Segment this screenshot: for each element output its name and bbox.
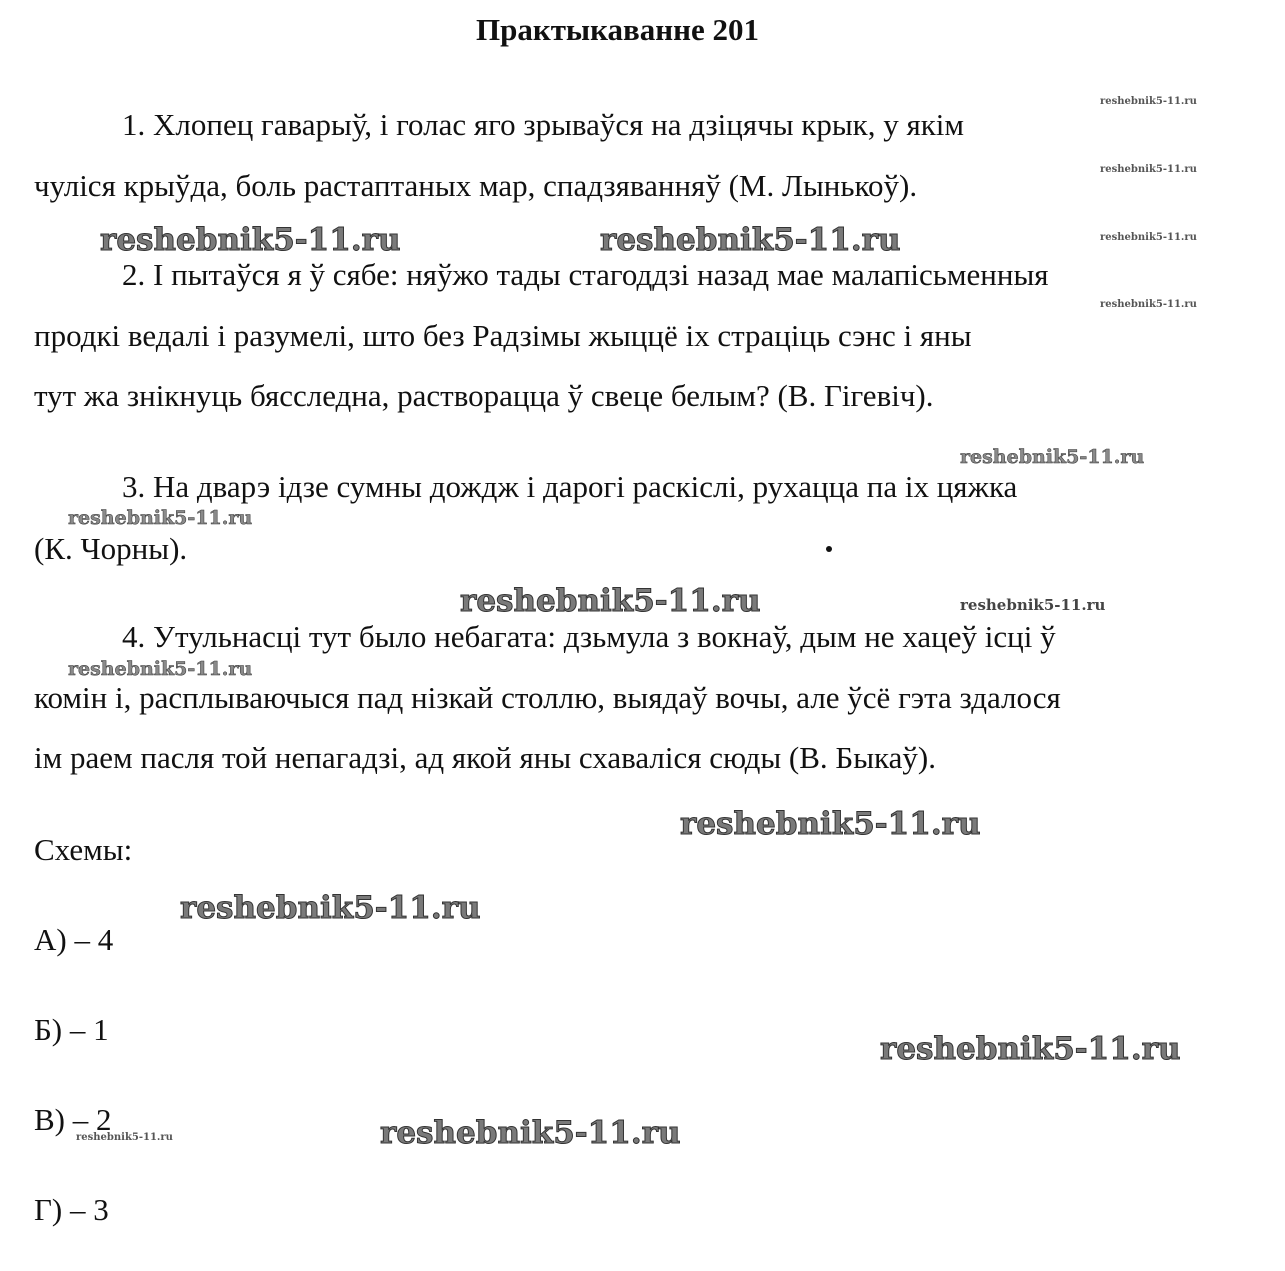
sentence-4-line-3: ім раем пасля той непагадзі, ад якой яны схаваліся сюды (В. Быкаў). [34, 740, 936, 775]
watermark: reshebnik5-11.ru [1100, 164, 1197, 175]
watermark: reshebnik5-11.ru [960, 596, 1106, 614]
stray-dot [826, 546, 832, 552]
page-title: Практыкаванне 201 [475, 12, 759, 47]
watermark: reshebnik5-11.ru [460, 583, 761, 619]
answer-a: А) – 4 [34, 922, 114, 957]
watermark: reshebnik5-11.ru [1100, 299, 1197, 310]
sentence-2-line-3: тут жа знікнуць бясследна, растворацца ў свеце белым? (В. Гігевіч). [34, 378, 934, 413]
watermark: reshebnik5-11.ru [1100, 232, 1197, 243]
watermark: reshebnik5-11.ru [76, 1132, 173, 1143]
sentence-1-line-1: 1. Хлопец гаварыў, і голас яго зрываўся на дзіцячы крык, у якім [122, 107, 965, 142]
sentence-2-line-1: 2. І пытаўся я ў сябе: няўжо тады стагоддзі назад мае малапісьменныя [122, 257, 1049, 292]
sentence-3-line-1: 3. На дварэ ідзе сумны дождж і дарогі раскіслі, рухацца па іх цяжка [122, 469, 1018, 504]
sentence-2-line-2: продкі ведалі і разумелі, што без Радзімы жыццё іх страціць сэнс і яны [34, 318, 972, 353]
answer-b: Б) – 1 [34, 1012, 109, 1047]
schemes-label: Схемы: [34, 832, 133, 867]
watermark: reshebnik5-11.ru [380, 1115, 681, 1151]
watermark: reshebnik5-11.ru [680, 806, 981, 842]
watermark: reshebnik5-11.ru [68, 658, 253, 680]
answer-g: Г) – 3 [34, 1192, 109, 1227]
watermark: reshebnik5-11.ru [180, 890, 481, 926]
sentence-3-line-2: (К. Чорны). [34, 531, 188, 566]
sentence-4-line-1: 4. Утульнасці тут было небагата: дзьмула з вокнаў, дым не хацеў ісці ў [122, 619, 1056, 654]
watermark: reshebnik5-11.ru [600, 222, 901, 258]
answer-v: В) – 2 [34, 1102, 112, 1137]
watermark: reshebnik5-11.ru [880, 1031, 1181, 1067]
sentence-1-line-2: чуліся крыўда, боль растаптаных мар, спадзяванняў (М. Лынькоў). [34, 168, 918, 203]
watermark: reshebnik5-11.ru [68, 507, 253, 529]
watermark: reshebnik5-11.ru [100, 222, 401, 258]
watermark: reshebnik5-11.ru [960, 446, 1145, 468]
watermark: reshebnik5-11.ru [1100, 96, 1197, 107]
sentence-4-line-2: комін і, расплываючыся пад нізкай столлю, выядаў вочы, але ўсё гэта здалося [34, 680, 1061, 715]
